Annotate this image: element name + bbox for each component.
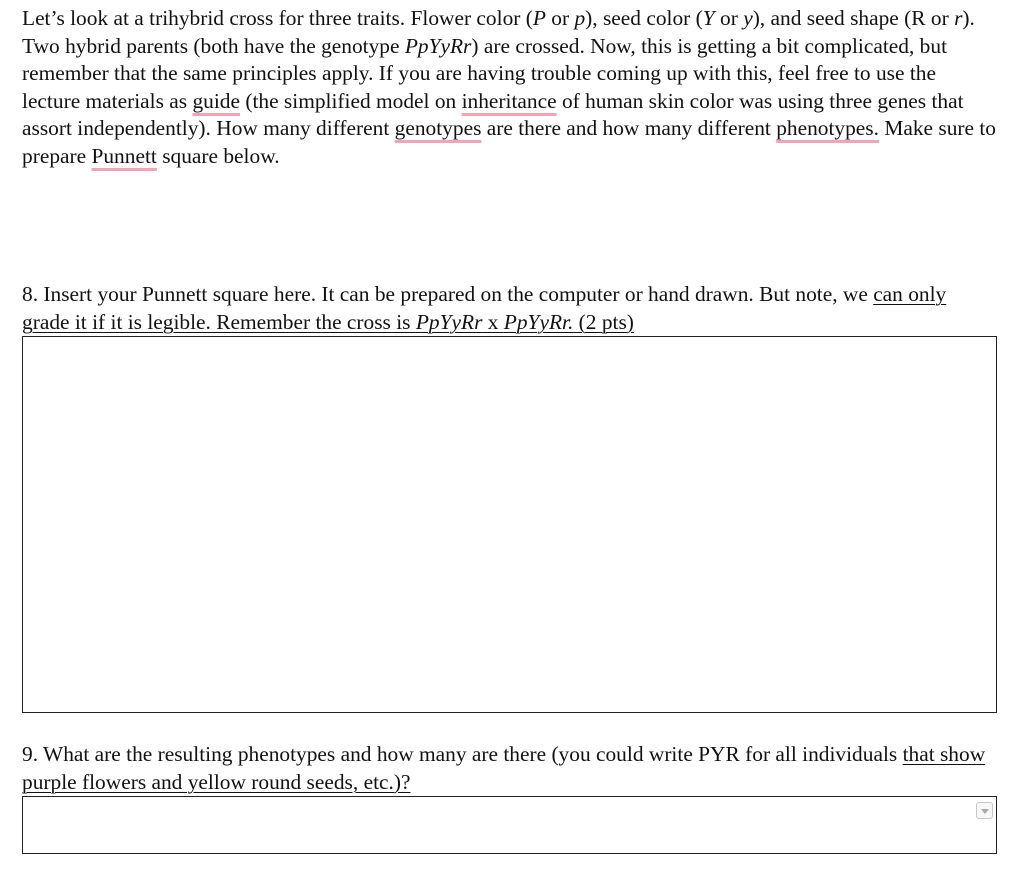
intro-text: of human skin color was using three genes that assort independently). How many different (22, 88, 964, 140)
spellcheck-word-punnett[interactable]: Punnett (91, 143, 157, 168)
intro-text: ), seed color ( (585, 6, 703, 30)
question-9-text: 9. What are the resulting phenotypes and how many are there (you could write PYR for all individuals (22, 742, 903, 766)
question-8-text: can only grade it if it is legible. Remember the cross is (22, 282, 947, 334)
allele-r: r (954, 6, 963, 30)
cross-parent-1: PpYyRr (415, 309, 483, 334)
allele-p: p (574, 6, 586, 30)
question-8-text: 8. Insert your Punnett square here. It can be prepared on the computer or hand drawn. But note, we (22, 282, 874, 306)
intro-text: square below. (156, 143, 280, 168)
spellcheck-word-genotypes[interactable]: genotypes (394, 116, 482, 140)
question-8-answer-box[interactable] (22, 336, 997, 713)
intro-text: ) are crossed. Now, this is getting a bit complicated, but remember that the same principles apply. If you are having trouble coming up with this, feel free to use the lecture materials as (22, 33, 948, 113)
intro-paragraph (22, 5, 997, 170)
intro-text: or (545, 6, 575, 30)
question-8-prompt (22, 281, 997, 336)
intro-text: Make sure to prepare (22, 116, 996, 168)
question-9-prompt (22, 741, 997, 796)
intro-text: (the simplified model on (239, 88, 462, 113)
intro-text: Let’s look at a trihybrid cross for three traits. Flower color ( (22, 6, 533, 30)
spellcheck-word-inheritance[interactable]: inheritance (461, 88, 557, 113)
intro-text: are there and how many different (481, 116, 777, 140)
spellcheck-word-guide[interactable]: guide (192, 88, 240, 113)
allele-Y: Y (702, 6, 715, 30)
question-9-underlined: that show purple flowers and yellow round seeds, etc.)? (22, 742, 986, 794)
allele-P: P (532, 6, 546, 30)
intro-text: ), and seed shape (R or (752, 6, 955, 30)
question-9-answer-field[interactable] (22, 796, 997, 854)
allele-y: y (743, 6, 753, 30)
parent-genotype: PpYyRr (404, 33, 472, 58)
cross-parent-2: PpYyRr. (503, 309, 574, 334)
intro-text: ). Two hybrid parents (both have the genotype (22, 6, 975, 58)
dropdown-arrow-icon[interactable] (976, 802, 993, 819)
cross-x: x (482, 309, 504, 334)
question-8-points: (2 pts) (573, 309, 634, 334)
intro-text: or (714, 6, 744, 30)
spellcheck-word-phenotypes[interactable]: phenotypes. (776, 116, 879, 140)
